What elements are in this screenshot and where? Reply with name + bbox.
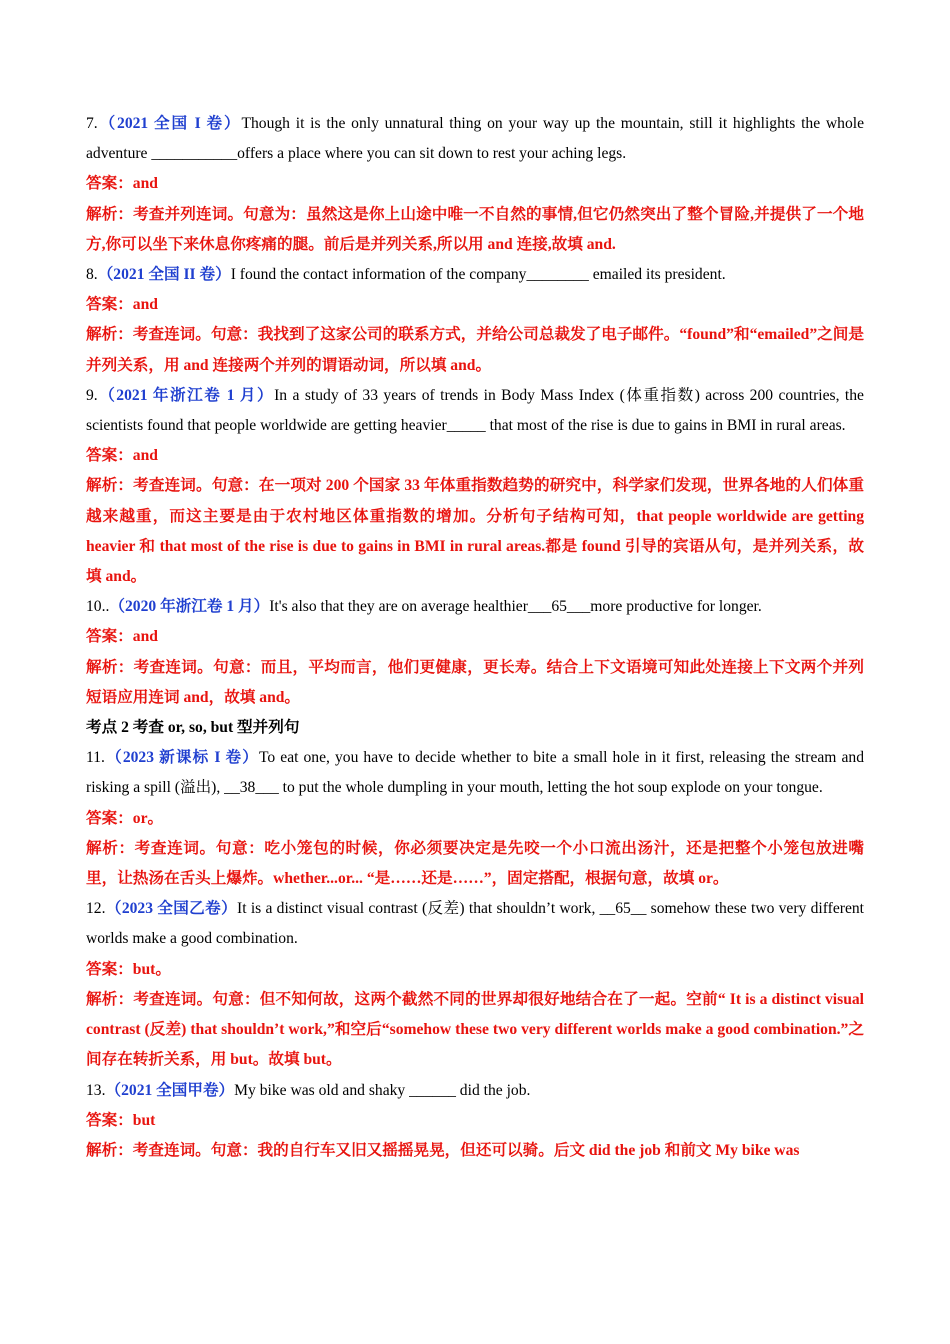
question-text: My bike was old and shaky ______ did the job. bbox=[234, 1081, 531, 1099]
analysis-10: 解析：考查连词。句意：而且，平均而言，他们更健康，更长寿。结合上下文语境可知此处连接上下文两个并列短语应用连词 and，故填 and。 bbox=[86, 658, 864, 706]
question-text: I found the contact information of the company________ emailed its president. bbox=[230, 266, 726, 284]
answer-8: 答案：and bbox=[86, 296, 158, 314]
question-source: （2023 全国乙卷） bbox=[105, 900, 238, 918]
question-text: It's also that they are on average healthier___65___more productive for longer. bbox=[269, 598, 762, 616]
question-source: （2020 年浙江卷 1 月） bbox=[109, 598, 270, 616]
question-source: （2023 新课标 I 卷） bbox=[104, 749, 259, 767]
question-number: 7. bbox=[86, 115, 98, 132]
question-text: To eat one, you have to decide whether to bite a small hole in it first, releasing the stream and risking a spill (溢出), __38___ to put the whole dumpling in your mouth, letting the hot soup explode on your tongue. bbox=[86, 749, 865, 797]
question-7 bbox=[86, 109, 864, 169]
analysis-12: 解析：考查连词。句意：但不知何故，这两个截然不同的世界却很好地结合在了一起。空前“ It is a distinct visual contrast (反差) that shouldn’t work,”和空后“somehow these two very different worlds make a good combination.”之间存在转折关系，用 but。故填 but。 bbox=[86, 990, 864, 1069]
question-text: Though it is the only unnatural thing on your way up the mountain, still it highlights the whole adventure ___________offers a place where you can sit down to rest your aching legs. bbox=[86, 115, 864, 163]
question-13 bbox=[86, 1076, 864, 1106]
question-source: （2021 全国 I 卷） bbox=[97, 115, 242, 132]
question-9 bbox=[86, 381, 864, 441]
question-source: （2021 全国 II 卷） bbox=[97, 266, 231, 284]
document-content bbox=[86, 109, 864, 1166]
answer-9: 答案：and bbox=[86, 447, 158, 465]
question-8 bbox=[86, 260, 864, 290]
question-10 bbox=[86, 592, 864, 622]
answer-13: 答案：but bbox=[86, 1111, 156, 1129]
section-heading: 考点 2 考查 or, so, but 型并列句 bbox=[86, 719, 300, 737]
analysis-9: 解析：考查连词。句意：在一项对 200 个国家 33 年体重指数趋势的研究中，科学家们发现，世界各地的人们体重越来越重，而这主要是由于农村地区体重指数的增加。分析句子结构可知，that people worldwide are getting heavier 和 that most of the rise is due to gains in BMI in rural areas.都是 found 引导的宾语从句，是并列关系，故填 and。 bbox=[86, 477, 864, 586]
question-text: It is a distinct visual contrast (反差) that shouldn’t work, __65__ somehow these two very different worlds make a good combination. bbox=[86, 900, 865, 948]
question-number: 12. bbox=[86, 900, 106, 918]
question-11 bbox=[86, 743, 864, 803]
question-source: （2021 年浙江卷 1 月） bbox=[97, 386, 275, 404]
analysis-7: 解析：考查并列连词。句意为：虽然这是你上山途中唯一不自然的事情,但它仍然突出了整个冒险,并提供了一个地方,你可以坐下来休息你疼痛的腿。前后是并列关系,所以用 and 连接,故填 and. bbox=[86, 205, 864, 253]
analysis-8: 解析：考查连词。句意：我找到了这家公司的联系方式，并给公司总裁发了电子邮件。“found”和“emailed”之间是并列关系，用 and 连接两个并列的谓语动词，所以填 and。 bbox=[86, 326, 864, 374]
answer-7: 答案：and bbox=[86, 175, 158, 193]
question-text: In a study of 33 years of trends in Body Mass Index (体重指数) across 200 countries, the scientists found that people worldwide are getting heavier_____ that most of the rise is due to gains in BMI in rural areas. bbox=[86, 386, 864, 435]
question-number: 9. bbox=[86, 386, 98, 404]
answer-11: 答案：or。 bbox=[86, 809, 164, 827]
question-12 bbox=[86, 894, 864, 954]
question-number: 10.. bbox=[86, 598, 110, 616]
answer-12: 答案：but。 bbox=[86, 960, 171, 978]
question-source: （2021 全国甲卷） bbox=[105, 1081, 235, 1099]
question-number: 11. bbox=[86, 749, 105, 767]
analysis-11: 解析：考查连词。句意：吃小笼包的时候，你必须要决定是先咬一个小口流出汤汁，还是把整个小笼包放进嘴里，让热汤在舌头上爆炸。whether...or... “是……还是……”，固定搭配，根据句意，故填 or。 bbox=[86, 839, 864, 888]
question-number: 8. bbox=[86, 266, 98, 284]
answer-10: 答案：and bbox=[86, 628, 158, 646]
question-number: 13. bbox=[86, 1081, 106, 1099]
analysis-13: 解析：考查连词。句意：我的自行车又旧又摇摇晃晃，但还可以骑。后文 did the job 和前文 My bike was bbox=[86, 1141, 800, 1159]
